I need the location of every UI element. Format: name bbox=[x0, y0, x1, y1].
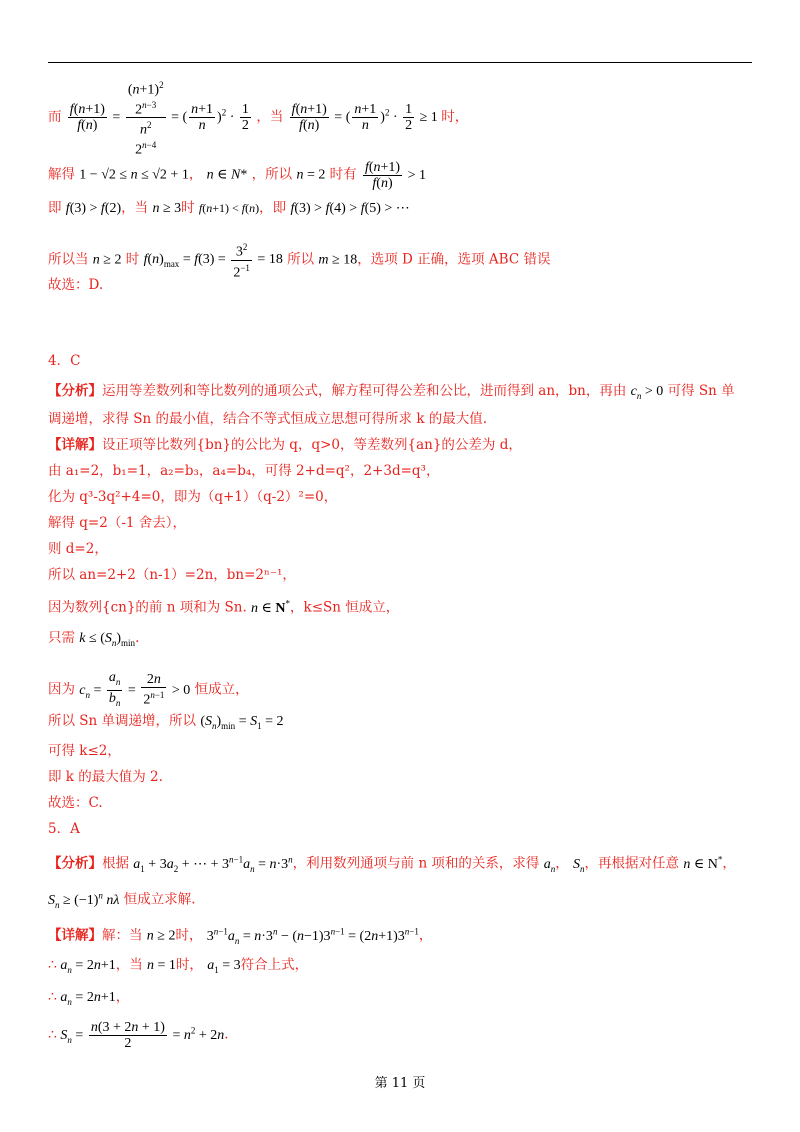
text-suoyi: 所以 bbox=[287, 251, 315, 268]
q4-analysis-line-1 bbox=[48, 382, 735, 405]
math-n-eq-2: n = 2 bbox=[296, 167, 326, 183]
text-l9a: 因为 bbox=[48, 681, 75, 698]
q5-detail-line-2 bbox=[48, 956, 308, 979]
text-shi: 时， bbox=[441, 109, 469, 126]
text-ji2: ，即 bbox=[259, 200, 287, 216]
q4-detail-line-5: 则 d=2， bbox=[48, 541, 108, 557]
text-f1d: ，再根据对任意 bbox=[584, 855, 680, 872]
text-x4b: . bbox=[224, 1026, 229, 1043]
text-shi: 时 bbox=[181, 200, 195, 216]
text-f1c: ， bbox=[555, 855, 569, 872]
math-n-range: 1 − √2 ≤ n ≤ √2 + 1 bbox=[79, 167, 189, 183]
math-ratio-expansion: $\frac{f(n+1)}{f(n)}$ = $(n+1)^2$ $2^{n-3}$ $n^2$ $2^{n-4}$ = ( $\frac{n+1}{n}$ )$^2$ · $\frac{1}{2}$ bbox=[69, 80, 249, 158]
q5-detail-line-3 bbox=[48, 988, 129, 1011]
detail-tag: 【详解】 bbox=[48, 437, 102, 453]
text-comma: ， bbox=[188, 166, 203, 183]
math-a1-eq-3: $a_1 = 3$ bbox=[207, 958, 241, 975]
q4-detail-line-8 bbox=[48, 629, 139, 652]
text-shiyou: 时有 bbox=[329, 166, 357, 183]
math-n-natural: n ∈ N* bbox=[206, 167, 248, 183]
q4-detail-line-11: 可得 k≤2， bbox=[48, 743, 121, 759]
math-ratio-gt-1: $\frac{f(n+1)}{f(n)}$ > 1 bbox=[364, 160, 426, 191]
math-f-chain: f(3) > f(4) > f(5) > ⋯ bbox=[290, 201, 410, 216]
q4-detail-line-13: 故选：C. bbox=[48, 795, 103, 811]
q5-detail-line-4 bbox=[48, 1020, 229, 1051]
text-x2c: 时， bbox=[175, 957, 203, 973]
text-f1a: 根据 bbox=[102, 855, 129, 872]
q5-analysis-line-1 bbox=[48, 850, 736, 877]
math-k-le-smin: $k \le (S_n)_{min}$ bbox=[79, 631, 136, 648]
q4-detail-line-7 bbox=[48, 594, 399, 618]
text-x1b: 时， bbox=[175, 927, 203, 944]
q5-heading: 5．A bbox=[48, 821, 80, 837]
text-ji: 即 bbox=[48, 200, 62, 216]
para-solve-n bbox=[48, 160, 426, 191]
text-suoyi: ，所以 bbox=[251, 166, 293, 183]
text-fenxi-2: 可得 Sn 单 bbox=[667, 383, 735, 399]
text-x1c: ， bbox=[418, 927, 433, 944]
q4-detail-line-12: 即 k 的最大值为 2. bbox=[48, 769, 163, 785]
math-ratio-condition: $\frac{f(n+1)}{f(n)}$ = ( $\frac{n+1}{n}$ )$^2$ · $\frac{1}{2}$ ≥ 1 bbox=[291, 102, 442, 134]
para-max bbox=[48, 240, 550, 280]
math-an: $a_n$ bbox=[543, 856, 556, 874]
analysis-tag: 【分析】 bbox=[48, 383, 102, 399]
text-dang: ，当 bbox=[121, 200, 149, 216]
math-sn-formula: ∴ $S_n$ = $\frac{n(3 + 2n + 1)}{2}$ = $n^2 + 2n$ bbox=[48, 1020, 225, 1051]
q4-analysis-line-2: 调递增，求得 Sn 的最小值，结合不等式恒成立思想可得所求 k 的最大值. bbox=[48, 411, 488, 427]
math-sn-inequality: $S_n \ge (-1)^n$ nλ bbox=[48, 890, 120, 910]
math-an-formula: ∴ $a_n = 2n+1$ bbox=[48, 958, 116, 975]
text-l8a: 只需 bbox=[48, 630, 75, 646]
math-n-in-N: n ∈ N* bbox=[251, 598, 291, 616]
math-n-eq-1: n = 1 bbox=[147, 958, 176, 973]
text-x1a: 解：当 bbox=[102, 927, 143, 944]
detail-tag: 【详解】 bbox=[48, 927, 102, 944]
q4-heading: 4．C bbox=[48, 353, 81, 369]
math-an-formula-repeat: ∴ $a_n = 2n+1$ bbox=[48, 990, 116, 1007]
text-tail: ，选项 D 正确，选项 ABC 错误 bbox=[357, 251, 551, 268]
math-f3-gt-f2: f(3) > f(2) bbox=[65, 201, 122, 216]
math-f-max: $f(n)_{max} = f(3)$ = $\frac{3^2}{2^{-1}}$ = 18 bbox=[143, 242, 283, 281]
analysis-tag: 【分析】 bbox=[48, 855, 102, 872]
text-x2d: 符合上式， bbox=[240, 957, 309, 973]
math-m-ge-18: m ≥ 18 bbox=[318, 252, 358, 268]
q5-detail-line-1 bbox=[48, 922, 432, 949]
math-n-ge-2: n ≥ 2 bbox=[92, 252, 122, 268]
q4-detail-line-3: 化为 q³-3q²+4=0，即为（q+1）（q-2）²=0， bbox=[48, 489, 338, 505]
text-f2b: 恒成立求解. bbox=[123, 891, 196, 908]
text-l7a: 因为数列{cn}的前 n 项和为 Sn. bbox=[48, 599, 247, 616]
para-monotonic bbox=[48, 199, 410, 218]
q4-detail-line-4: 解得 q=2（-1 舍去）， bbox=[48, 515, 187, 531]
q4-detail-line-6: 所以 an=2+2（n-1）=2n，bn=2ⁿ⁻¹， bbox=[48, 567, 296, 583]
math-n-ge-3: n ≥ 3 bbox=[152, 201, 182, 216]
para-ratio bbox=[48, 78, 468, 158]
text-suoyidang: 所以当 bbox=[48, 251, 89, 268]
math-f-decreasing: f(n+1) < f(n) bbox=[198, 201, 260, 215]
math-cn-positive: $c_n > 0$ bbox=[630, 384, 664, 401]
math-an-derivation: $3^{n-1}a_n = n\cdot 3^n - (n-1)3^{n-1} = (2n+1)3^{n-1}$ bbox=[206, 926, 419, 946]
text-dang: ，当 bbox=[256, 109, 284, 126]
q4-detail-line-9 bbox=[48, 670, 249, 711]
math-n-in-N-star: n ∈ N* bbox=[683, 854, 723, 872]
math-sn: $S_n$ bbox=[573, 856, 585, 874]
text-l10a: 所以 Sn 单调递增，所以 bbox=[48, 713, 197, 729]
text-f1b: ，利用数列通项与前 n 项和的关系，求得 bbox=[292, 855, 540, 872]
q5-analysis-line-2 bbox=[48, 886, 196, 913]
math-cn-formula: $c_n$ = $\frac{a_n}{b_n}$ = $\frac{2n}{2^{n-1}}$ > 0 bbox=[79, 670, 191, 709]
q4-detail-line-10 bbox=[48, 712, 284, 735]
text-jiede: 解得 bbox=[48, 166, 75, 183]
answer-d: 故选：D. bbox=[48, 277, 104, 293]
text-x2b: ，当 bbox=[115, 957, 143, 973]
math-smin-value: $(S_n)_{min} = S_1 = 2$ bbox=[200, 714, 284, 731]
text-l7b: ，k≤Sn 恒成立， bbox=[290, 599, 400, 616]
text-l8b: . bbox=[135, 630, 140, 646]
text-x3b: ， bbox=[115, 989, 130, 1005]
text-l9b: 恒成立， bbox=[194, 681, 249, 698]
text-f1e: ， bbox=[722, 855, 736, 872]
q4-detail-line-1 bbox=[48, 436, 522, 454]
math-n-ge-2: n ≥ 2 bbox=[146, 928, 176, 944]
header-rule bbox=[48, 62, 752, 63]
text-er: 而 bbox=[48, 109, 62, 126]
q4-detail-line-2: 由 a₁=2，b₁=1，a₂=b₃，a₄=b₄，可得 2+d=q²，2+3d=q³， bbox=[48, 463, 440, 479]
page-footer: 第 11 页 bbox=[374, 1076, 426, 1091]
math-sum-relation: $a_1 + 3a_2$ + ⋯ + $3^{n-1}a_n = n\cdot 3^n$ bbox=[133, 854, 293, 874]
text-shi: 时 bbox=[125, 251, 140, 268]
text-fenxi-1: 运用等差数列和等比数列的通项公式，解方程可得公差和公比，进而得到 an，bn，再由 bbox=[102, 383, 627, 399]
text-l1: 设正项等比数列{bn}的公比为 q，q>0，等差数列{an}的公差为 d， bbox=[102, 437, 522, 453]
